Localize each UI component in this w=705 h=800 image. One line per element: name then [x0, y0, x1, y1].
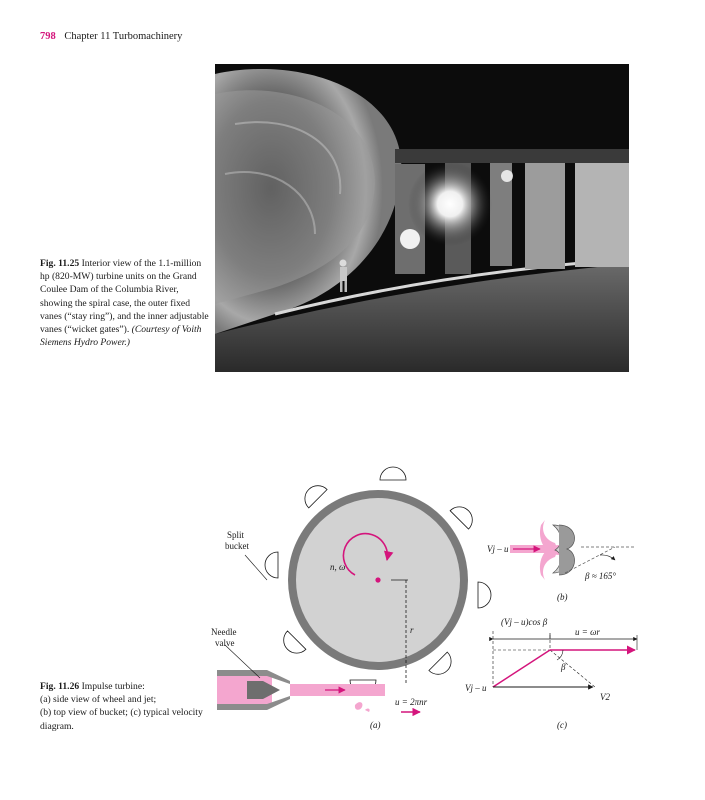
page-number: 798 [40, 31, 56, 42]
label-split-bucket-1: Split [227, 530, 245, 540]
figure-11-25-caption [40, 257, 210, 349]
label-beta: β [561, 662, 566, 672]
caption-item-a: (a) side view of wheel and jet; [40, 694, 157, 706]
label-beta-165: β ≈ 165° [585, 571, 617, 581]
wheel [265, 467, 491, 693]
figure-11-26-caption [40, 680, 210, 733]
figure-label: Fig. 11.26 [40, 681, 80, 692]
figure-label: Fig. 11.25 [40, 258, 80, 269]
label-vj-u-cos-beta: (Vj – u)cos β [501, 617, 548, 627]
label-panel-b: (b) [557, 592, 568, 602]
chapter-title: Chapter 11 Turbomachinery [64, 31, 183, 42]
needle-valve-nozzle [217, 670, 385, 712]
label-vj-minus-u-b: Vj – u [487, 544, 509, 554]
label-n-omega: n, ω [330, 562, 346, 572]
label-vj-minus-u-c: Vj – u [465, 683, 487, 693]
label-panel-a: (a) [370, 720, 381, 730]
turbine-interior-photo [215, 64, 629, 372]
label-u-2pinr: u = 2πnr [395, 697, 428, 707]
label-r: r [410, 625, 414, 635]
label-u-omega-r: u = ωr [575, 627, 600, 637]
label-needle-valve-1: Needle [211, 627, 237, 637]
bucket-top-view [510, 520, 635, 580]
impulse-turbine-diagram [205, 455, 655, 740]
caption-text: Impulse turbine: [81, 681, 145, 692]
label-split-bucket-2: bucket [225, 541, 249, 551]
caption-text: Interior view of the 1.1-million hp (820-MW) turbine units on the Grand Coulee Dam of the Columbia River, showing the spiral case, the outer fixed vanes (“stay ring”), and the inner adjustable vanes (“wicket gates”). [40, 258, 209, 336]
label-needle-valve-2: valve [215, 638, 235, 648]
label-panel-c: (c) [557, 720, 567, 730]
caption-item-bc: (b) top view of bucket; (c) typical velocity diagram. [40, 707, 203, 732]
caption-credit: (Courtesy of Voith Siemens Hydro Power.) [40, 324, 202, 349]
label-v2: V2 [600, 692, 610, 702]
page-header [40, 31, 182, 42]
velocity-diagram [493, 631, 637, 687]
